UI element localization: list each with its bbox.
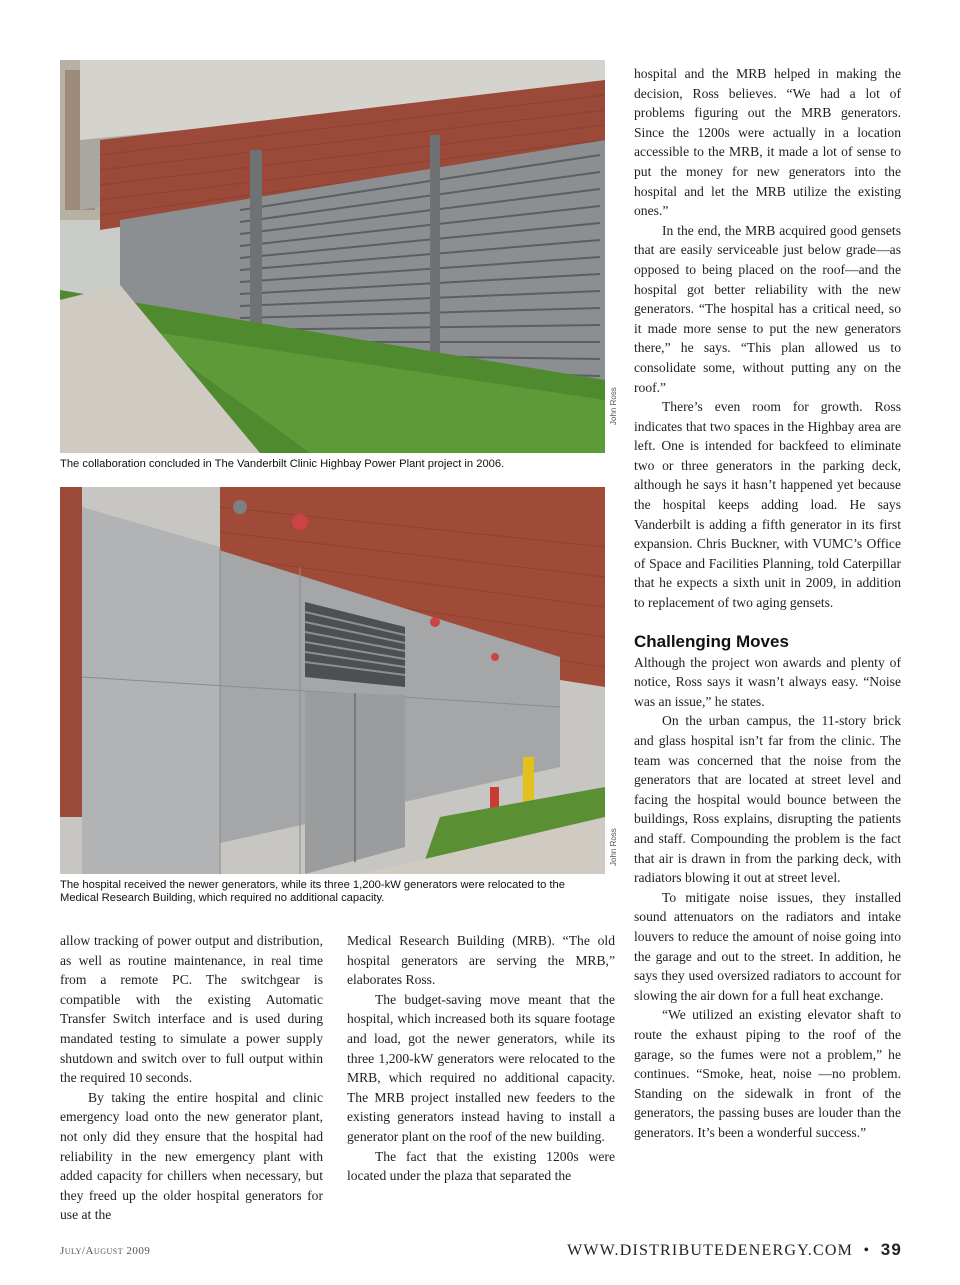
paragraph: In the end, the MRB acquired good gensets that are easily serviceable just below grade—as opposed to being placed on the roof—and the hospital got better reliability with the new generators. “The hospital has a critical need, so it made more sense to put the new generators there,” he says. “This plan allowed us to consolidate some, without putting any on the roof.”	[634, 222, 901, 395]
photo-1-credit: John Ross	[609, 387, 618, 425]
column-middle	[347, 931, 615, 1186]
column-left	[60, 931, 323, 1225]
footer-right	[567, 1240, 902, 1260]
paragraph: The fact that the existing 1200s were located under the plaza that separated the	[347, 1148, 615, 1184]
photo-highbay-power-plant	[60, 60, 605, 453]
paragraph: There’s even room for growth. Ross indicates that two spaces in the Highbay area are left. One is intended for backfeed to eliminate two or three generators in the parking deck, although he says it hasn’t happened yet because the hospital keeps adding load. He says Vanderbilt is adding a fifth generator in its first expansion. Chris Buckner, with VUMC’s Office of Space and Facilities Planning, told Caterpillar that he expects a sixth unit in 2009, in addition to replacement of two aging gensets.	[634, 399, 901, 611]
paragraph: allow tracking of power output and distribution, as well as routine maintenance, in real time from a remote PC. The switchgear is compatible with the existing Automatic Transfer Switch interface and is used during mandated testing to simulate a power supply shutdown and switch over to full output within the required 10 seconds.	[60, 933, 323, 1086]
column-right	[634, 64, 901, 1142]
photo-hospital-generators	[60, 487, 605, 874]
photo-2-credit: John Ross	[609, 828, 618, 866]
paragraph: By taking the entire hospital and clinic emergency load onto the new generator plant, not only did they ensure that the hospital had reliability in the new emergency plant with added capacity for chillers when necessary, but they freed up the older hospital generators for use at the	[60, 1089, 323, 1223]
photo-1-caption: The collaboration concluded in The Vanderbilt Clinic Highbay Power Plant project in 2006.	[60, 458, 505, 470]
bullet-separator: •	[863, 1242, 871, 1259]
website-url: WWW.DISTRIBUTEDENERGY.COM	[567, 1242, 854, 1259]
issue-date: July/August 2009	[60, 1245, 151, 1257]
paragraph: hospital and the MRB helped in making the decision, Ross believes. “We had a lot of problems figuring out the MRB generators. Since the 1200s were actually in a location accessible to the MRB, it made a lot of sense to put the money for new generators into the hospital and let the MRB utilize the existing ones.”	[634, 66, 901, 219]
paragraph: To mitigate noise issues, they installed sound attenuators on the radiators and intake louvers to reduce the amount of noise going into the garage and out to the street. In addition, he says they used oversized radiators to account for slowing the air down for a full heat exchange.	[634, 889, 901, 1003]
section-heading: Challenging Moves	[634, 631, 789, 651]
paragraph: “We utilized an existing elevator shaft to route the exhaust piping to the roof of the garage, so the fumes were not a problem,” he continues. “Smoke, heat, noise —no problem. Standing on the sidewalk in front of the generators, the passing buses are louder than the generators. It’s been a wonderful success.”	[634, 1007, 901, 1140]
paragraph: The budget-saving move meant that the hospital, which increased both its square footage and load, got the newer generators, while its three 1,200-kW generators were relocated to the MRB, which required no additional capacity. The MRB project installed new feeders to the existing generators instead having to install a generator plant on the roof of the new building.	[347, 991, 615, 1144]
paragraph: On the urban campus, the 11-story brick and glass hospital isn’t far from the clinic. The team was concerned that the noise from the generators that are located at street level and facing the hospital would bounce between the buildings, Ross explains, disrupting the patients and staff. Compounding the problem is the fact that air is drawn in from the parking deck, with radiators blowing it out at street level.	[634, 713, 901, 886]
paragraph: Although the project won awards and plenty of notice, Ross says it wasn’t always easy. “Noise was an issue,” he states.	[634, 654, 901, 709]
page-number: 39	[880, 1240, 902, 1259]
paragraph: Medical Research Building (MRB). “The old hospital generators are serving the MRB,” elaborates Ross.	[347, 933, 615, 988]
photo-2-caption: The hospital received the newer generators, while its three 1,200-kW generators were relocated to the Medical Research Building, which required no additional capacity.	[60, 879, 565, 904]
